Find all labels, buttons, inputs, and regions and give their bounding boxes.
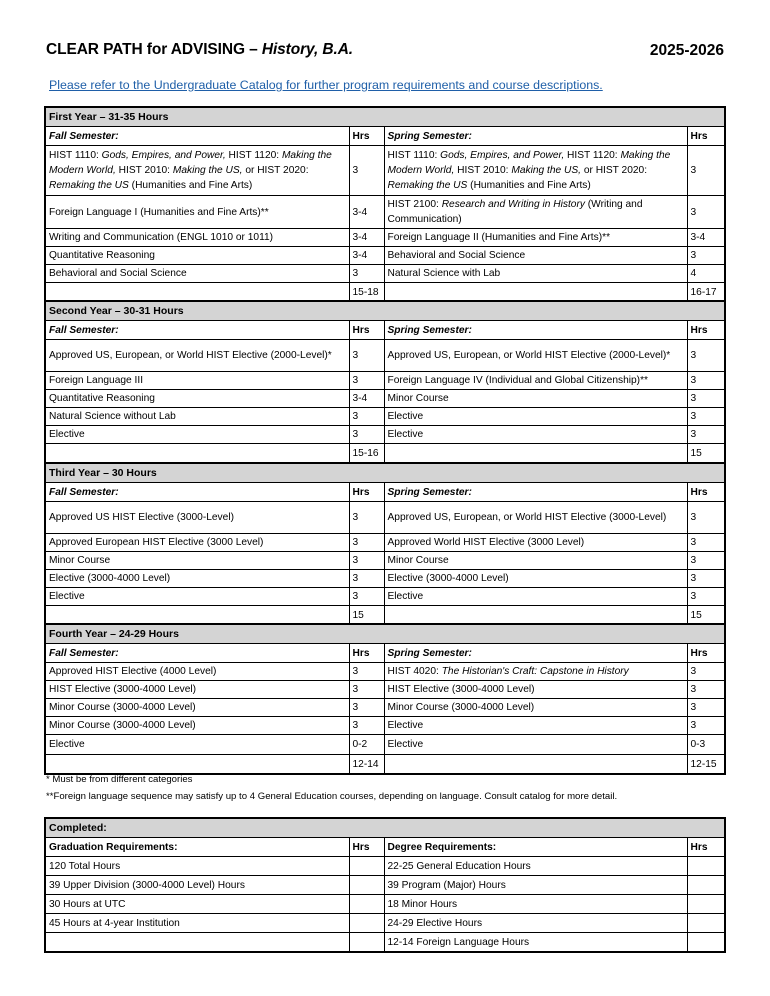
course-cell: Quantitative Reasoning [45, 390, 349, 408]
course-cell: HIST 4020: The Historian's Craft: Capstone in History [384, 663, 687, 681]
grad-req [45, 933, 349, 953]
grad-req-header: Graduation Requirements: [45, 838, 349, 857]
hours-cell: 3 [687, 502, 725, 534]
completed-title: Completed: [45, 818, 725, 838]
hours-cell: 3 [687, 570, 725, 588]
hours-cell: 3 [349, 265, 384, 283]
hours-entry[interactable] [349, 914, 384, 933]
hours-cell: 3 [687, 717, 725, 735]
course-cell: Approved HIST Elective (4000 Level) [45, 663, 349, 681]
hours-cell: 0-3 [687, 735, 725, 755]
course-cell: Approved US, European, or World HIST Elective (2000-Level)* [384, 340, 687, 372]
hours-cell: 3 [349, 681, 384, 699]
hours-cell: 3-4 [349, 196, 384, 229]
hours-cell: 3 [687, 372, 725, 390]
spring-total: 12-15 [687, 755, 725, 775]
degree-req-header: Degree Requirements: [384, 838, 687, 857]
hours-cell: 3-4 [349, 390, 384, 408]
course-cell: Elective [384, 717, 687, 735]
course-cell: Minor Course [384, 390, 687, 408]
course-cell: HIST 2100: Research and Writing in History (Writing and Communication) [384, 196, 687, 229]
course-cell: HIST 1110: Gods, Empires, and Power, HIST 1120: Making the Modern World, HIST 2010: Making the US, or HIST 2020: Remaking the US (Humanities and Fine Arts) [45, 146, 349, 196]
year-title: Fourth Year – 24-29 Hours [45, 624, 725, 644]
hours-cell: 3 [687, 390, 725, 408]
hours-cell: 3 [687, 663, 725, 681]
fall-header: Fall Semester: [45, 644, 349, 663]
fourth-year-table [44, 623, 726, 775]
first-year-table [44, 106, 726, 303]
course-cell: Approved US HIST Elective (3000-Level) [45, 502, 349, 534]
degree-req: 39 Program (Major) Hours [384, 876, 687, 895]
course-cell: Foreign Language IV (Individual and Global Citizenship)** [384, 372, 687, 390]
hours-cell: 3-4 [349, 247, 384, 265]
course-cell: Elective [384, 426, 687, 444]
fall-total: 12-14 [349, 755, 384, 775]
hours-cell: 3 [349, 502, 384, 534]
hrs-header: Hrs [349, 838, 384, 857]
course-cell: HIST Elective (3000-4000 Level) [45, 681, 349, 699]
page-title [46, 41, 353, 59]
second-year-table [44, 300, 726, 464]
title-program: History, B.A. [261, 41, 353, 58]
hours-cell: 3 [687, 426, 725, 444]
course-cell: Minor Course [384, 552, 687, 570]
hours-entry[interactable] [349, 933, 384, 953]
hours-cell: 3 [349, 372, 384, 390]
fall-header: Fall Semester: [45, 321, 349, 340]
course-cell: Elective (3000-4000 Level) [45, 570, 349, 588]
academic-year: 2025-2026 [649, 42, 724, 59]
degree-req: 12-14 Foreign Language Hours [384, 933, 687, 953]
hours-cell: 3 [349, 588, 384, 606]
course-cell: HIST 1110: Gods, Empires, and Power, HIST 1120: Making the Modern World, HIST 2010: Making the US, or HIST 2020: Remaking the US (Humanities and Fine Arts) [384, 146, 687, 196]
hours-cell: 3 [687, 146, 725, 196]
course-cell: Elective [384, 408, 687, 426]
hrs-header: Hrs [687, 127, 725, 146]
spring-total: 15 [687, 444, 725, 464]
course-cell: Elective [45, 588, 349, 606]
completed-table [44, 817, 726, 953]
hrs-header: Hrs [349, 321, 384, 340]
spring-total: 15 [687, 606, 725, 626]
fall-total: 15-16 [349, 444, 384, 464]
hours-cell: 0-2 [349, 735, 384, 755]
spring-header: Spring Semester: [384, 321, 687, 340]
hours-cell: 3 [349, 534, 384, 552]
hrs-header: Hrs [687, 838, 725, 857]
hours-entry[interactable] [349, 876, 384, 895]
hours-cell: 3 [687, 534, 725, 552]
hours-entry[interactable] [687, 857, 725, 876]
hours-cell: 3 [349, 552, 384, 570]
hrs-header: Hrs [687, 644, 725, 663]
fall-header: Fall Semester: [45, 483, 349, 502]
hours-cell: 3 [349, 570, 384, 588]
hours-cell: 3 [687, 247, 725, 265]
course-cell: Writing and Communication (ENGL 1010 or 1011) [45, 229, 349, 247]
course-cell: Elective [45, 735, 349, 755]
third-year-table [44, 462, 726, 626]
course-cell: Minor Course (3000-4000 Level) [45, 717, 349, 735]
hours-entry[interactable] [687, 933, 725, 953]
hours-cell: 3 [349, 146, 384, 196]
course-cell: Minor Course [45, 552, 349, 570]
hours-cell: 3 [687, 699, 725, 717]
degree-req: 24-29 Elective Hours [384, 914, 687, 933]
grad-req: 45 Hours at 4-year Institution [45, 914, 349, 933]
hours-cell: 3 [687, 681, 725, 699]
hrs-header: Hrs [687, 483, 725, 502]
course-cell: Approved European HIST Elective (3000 Level) [45, 534, 349, 552]
hours-cell: 3 [349, 663, 384, 681]
hours-cell: 3-4 [687, 229, 725, 247]
hours-cell: 3 [687, 340, 725, 372]
course-cell: Elective [384, 588, 687, 606]
grad-req: 120 Total Hours [45, 857, 349, 876]
course-cell: Elective [384, 735, 687, 755]
course-cell: Elective (3000-4000 Level) [384, 570, 687, 588]
hours-cell: 3 [687, 552, 725, 570]
footnote-different-categories: * Must be from different categories [46, 774, 193, 785]
course-cell: Approved US, European, or World HIST Elective (2000-Level)* [45, 340, 349, 372]
hours-cell: 3 [687, 408, 725, 426]
course-cell: Elective [45, 426, 349, 444]
footnote-foreign-language: **Foreign language sequence may satisfy up to 4 General Education courses, depending on language. Consult catalog for more detail. [46, 791, 618, 802]
hours-cell: 3 [349, 340, 384, 372]
hours-entry[interactable] [687, 914, 725, 933]
hours-cell: 3 [687, 196, 725, 229]
title-main: CLEAR PATH for ADVISING – [46, 41, 262, 58]
hours-cell: 3 [349, 408, 384, 426]
hours-entry[interactable] [349, 895, 384, 914]
spring-header: Spring Semester: [384, 483, 687, 502]
spring-header: Spring Semester: [384, 644, 687, 663]
course-cell: Approved World HIST Elective (3000 Level) [384, 534, 687, 552]
course-cell: Foreign Language I (Humanities and Fine Arts)** [45, 196, 349, 229]
hours-entry[interactable] [687, 895, 725, 914]
course-cell: Minor Course (3000-4000 Level) [45, 699, 349, 717]
grad-req: 30 Hours at UTC [45, 895, 349, 914]
hours-cell: 3 [349, 717, 384, 735]
course-cell: Behavioral and Social Science [45, 265, 349, 283]
hours-cell: 3 [349, 426, 384, 444]
fall-total: 15-18 [349, 283, 384, 303]
hrs-header: Hrs [349, 644, 384, 663]
course-cell: Natural Science with Lab [384, 265, 687, 283]
degree-req: 22-25 General Education Hours [384, 857, 687, 876]
hours-entry[interactable] [349, 857, 384, 876]
year-title: Third Year – 30 Hours [45, 463, 725, 483]
course-cell: Natural Science without Lab [45, 408, 349, 426]
course-cell: Foreign Language II (Humanities and Fine Arts)** [384, 229, 687, 247]
fall-header: Fall Semester: [45, 127, 349, 146]
course-cell: Approved US, European, or World HIST Elective (3000-Level) [384, 502, 687, 534]
course-cell: Quantitative Reasoning [45, 247, 349, 265]
degree-req: 18 Minor Hours [384, 895, 687, 914]
spring-total: 16-17 [687, 283, 725, 303]
year-title: Second Year – 30-31 Hours [45, 301, 725, 321]
hrs-header: Hrs [349, 483, 384, 502]
course-cell: Minor Course (3000-4000 Level) [384, 699, 687, 717]
hours-cell: 3 [349, 699, 384, 717]
hrs-header: Hrs [349, 127, 384, 146]
catalog-link[interactable]: Please refer to the Undergraduate Catalog for further program requirements and course descriptions. [49, 78, 603, 92]
grad-req: 39 Upper Division (3000-4000 Level) Hours [45, 876, 349, 895]
course-cell: HIST Elective (3000-4000 Level) [384, 681, 687, 699]
hours-cell: 4 [687, 265, 725, 283]
fall-total: 15 [349, 606, 384, 626]
hrs-header: Hrs [687, 321, 725, 340]
course-cell: Foreign Language III [45, 372, 349, 390]
spring-header: Spring Semester: [384, 127, 687, 146]
hours-cell: 3 [687, 588, 725, 606]
year-title: First Year – 31-35 Hours [45, 107, 725, 127]
hours-entry[interactable] [687, 876, 725, 895]
course-cell: Behavioral and Social Science [384, 247, 687, 265]
hours-cell: 3-4 [349, 229, 384, 247]
